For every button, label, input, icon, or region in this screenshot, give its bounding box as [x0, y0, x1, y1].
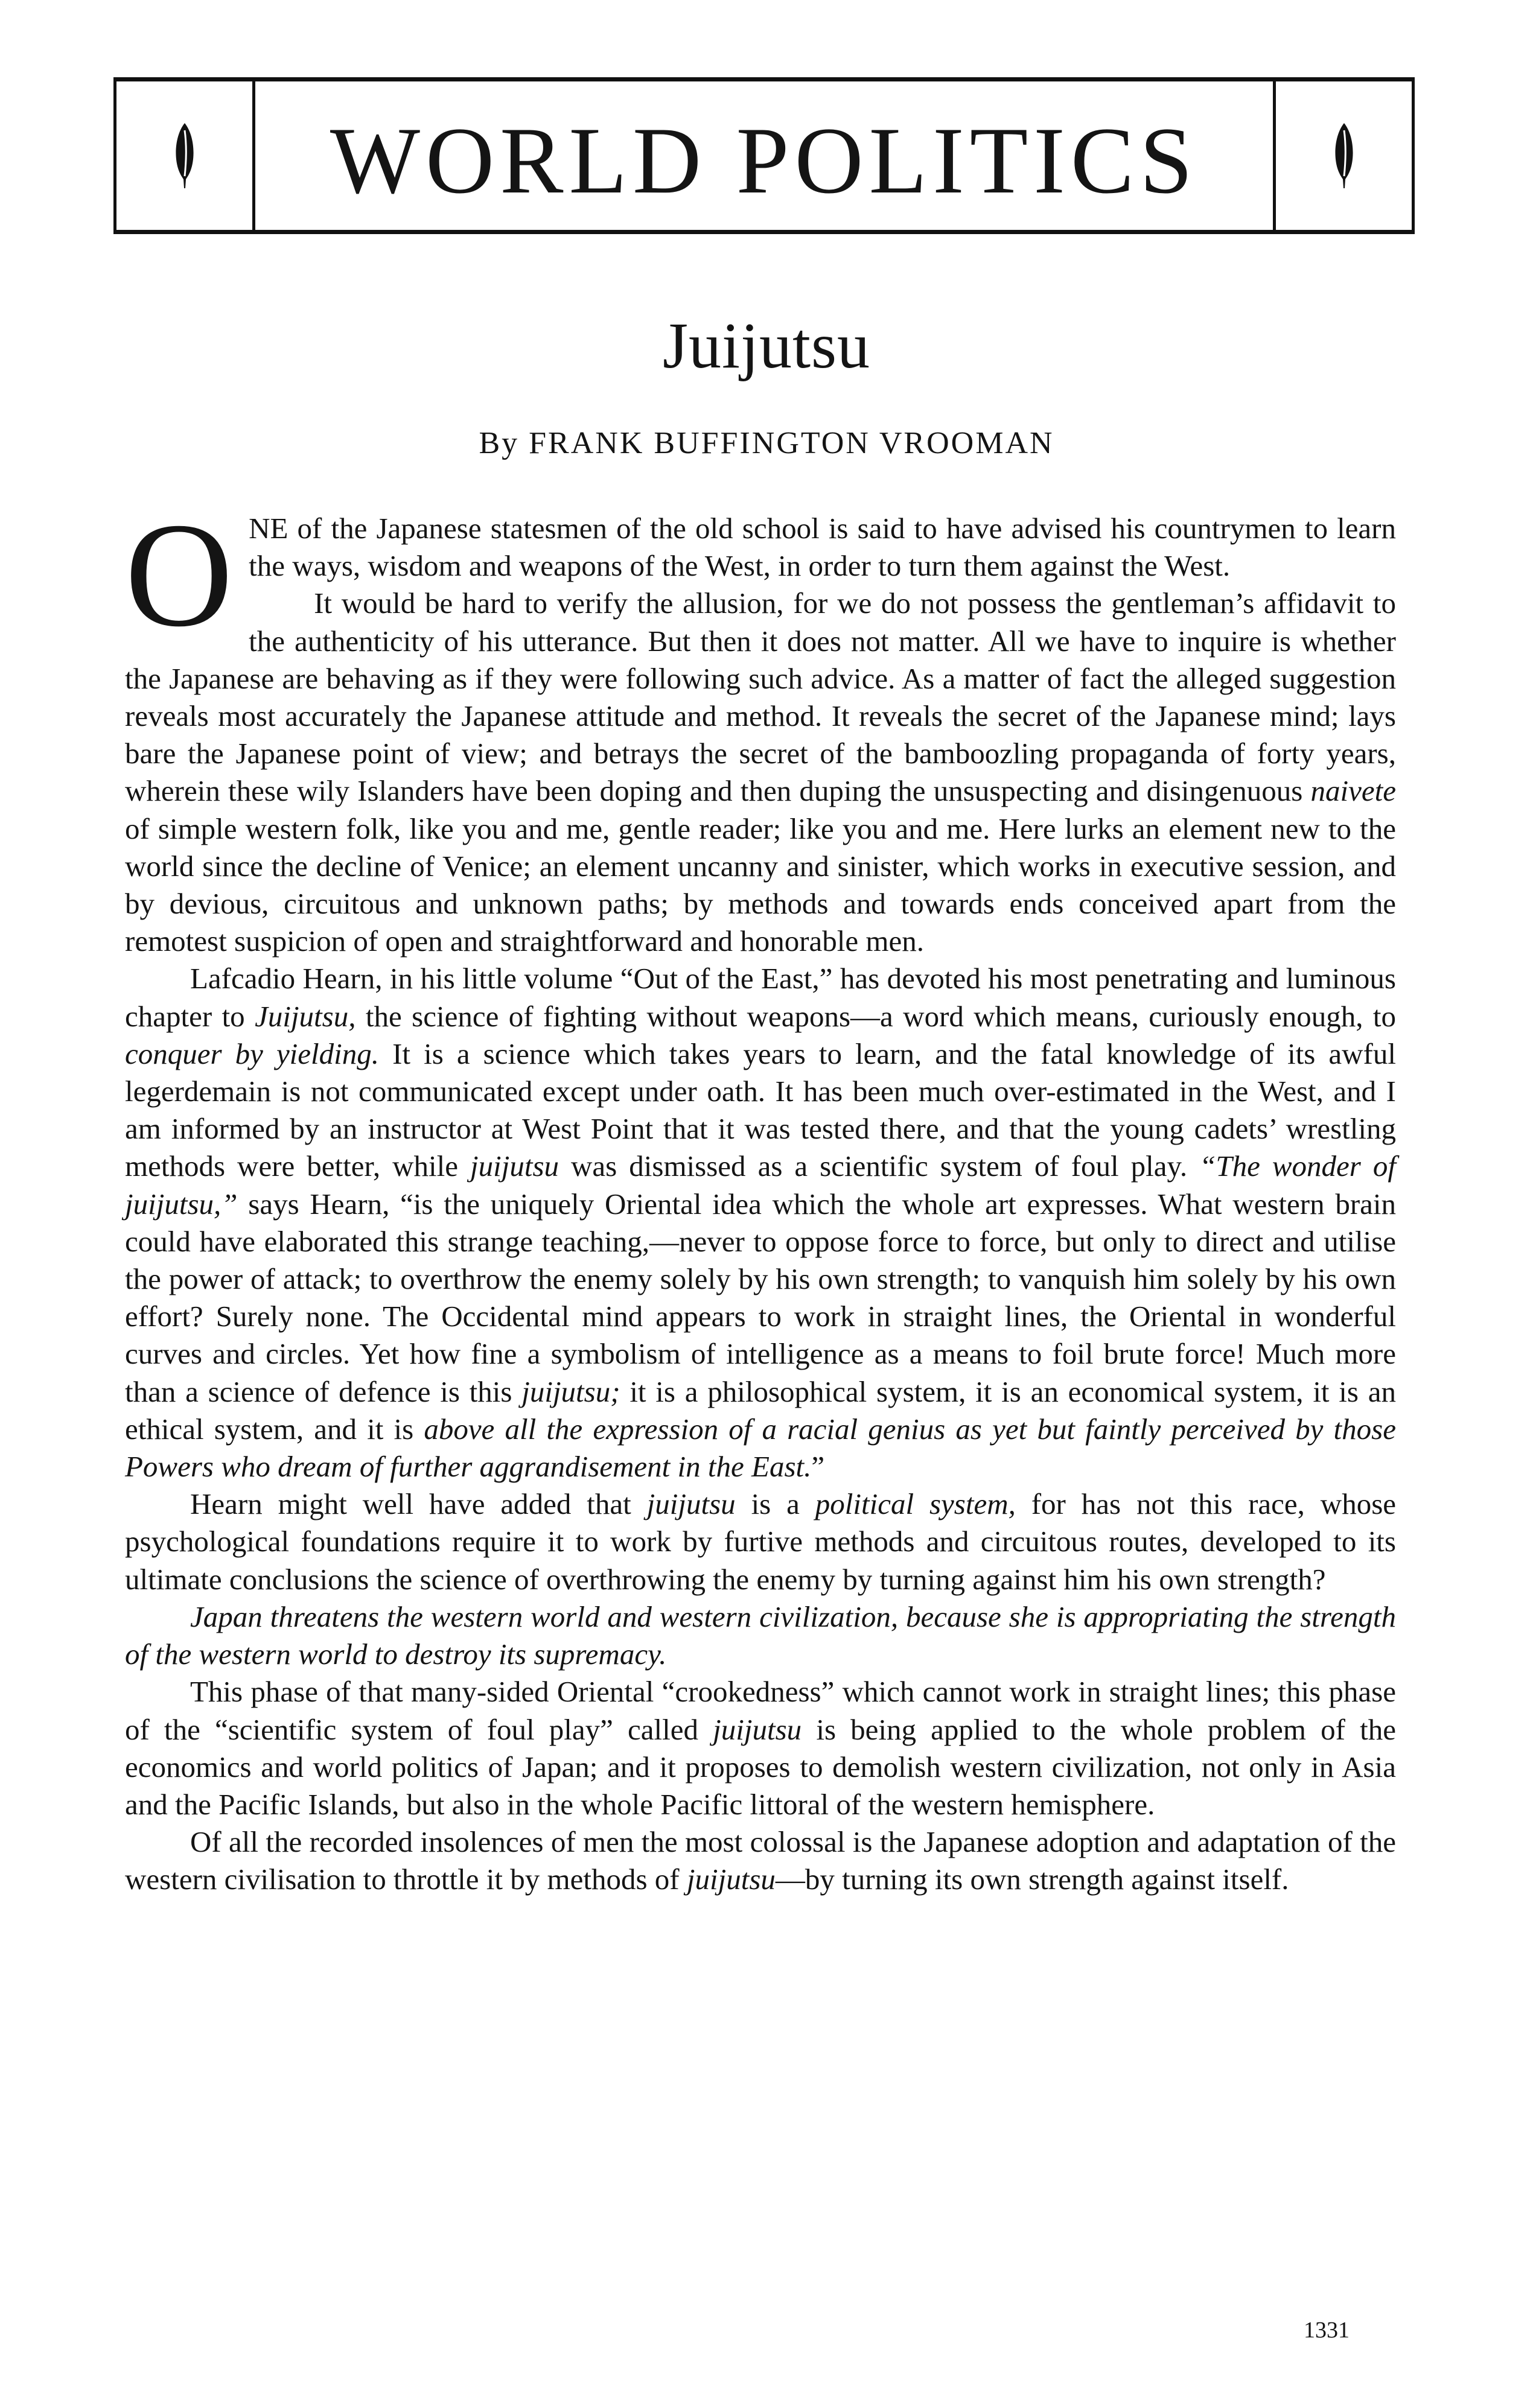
italic-text: naivete [1310, 774, 1396, 808]
article-paragraph [125, 1485, 1396, 1598]
section-banner [113, 77, 1415, 234]
article-title: Juijutsu [662, 310, 871, 382]
italic-text: juijutsu [713, 1712, 802, 1746]
text-run: ” [811, 1450, 825, 1484]
italic-text: Japan threatens the western world and western civilization, because she is appropriating the strength of the western world to destroy its supremacy. [125, 1600, 1396, 1671]
text-run: is being applied to the whole problem of the economics and world politics of Japan; and it proposes to demolish western civilization, not only in Asia and the Pacific Islands, but also in the whole Pacific littoral of the western hemisphere. [125, 1712, 1396, 1821]
text-run: was dismissed as a scientific system of foul play. [559, 1149, 1200, 1183]
page-number: 1331 [1304, 2317, 1350, 2343]
italic-text: “The wonder of juijutsu,” [125, 1149, 1396, 1221]
text-run: It is a science which takes years to learn, and the fatal knowledge of its awful legerdemain is not communicated except under oath. It has been much over-estimated in the West, and I am informed by an instructor at West Point that it was tested there, and that the young cadets’ wrestling methods were better, while [125, 1037, 1396, 1183]
drop-cap: O [125, 492, 234, 658]
article-paragraph [125, 585, 1396, 960]
text-run: This phase of that many-sided Oriental “crookedness” which cannot work in straight lines; this phase of the “scientific system of foul play” called [125, 1675, 1396, 1746]
text-run: Of all the recorded insolences of men the most colossal is the Japanese adoption and adaptation of the western civilisation to throttle it by methods of [125, 1825, 1396, 1896]
text-run: for has not this race, whose psychological foundations require it to work by furtive methods and circuitous routes, developed to its ultimate conclusions the science of overthrowing the enemy by turning against him his own strength? [125, 1487, 1397, 1596]
text-run: Hearn might well have added that [190, 1487, 647, 1521]
text-run: It would be hard to verify the allusion, for we do not possess the gentleman’s affidavit to the authenticity of his utterance. But then it does not matter. All we have to inquire is whether the Japanese are behaving as if they were following such advice. As a matter of fact the alleged suggestion reveals most accurately the Japanese attitude and method. It reveals the secret of the Japanese mind; lays bare the Japanese point of view; and betrays the secret of the bamboozling propaganda of forty years, wherein these wily Islanders have been doping and then duping the unsuspecting and disingenuous [125, 586, 1396, 808]
text-run: NE of the Japanese statesmen of the old school is said to have advised his countrymen to learn the ways, wisdom and weapons of the West, in order to turn them against the West. [249, 512, 1396, 583]
leaf-ornament-icon [1332, 122, 1356, 189]
italic-text: juijutsu [686, 1863, 776, 1896]
text-run: is a [735, 1487, 815, 1521]
article-paragraph [125, 960, 1396, 1485]
article-body [125, 492, 1397, 1899]
italic-text: political system, [815, 1487, 1016, 1521]
text-run: it is a philosophical system, it is an economical system, it is an ethical system, and it is [125, 1374, 1396, 1446]
italic-text: juijutsu; [521, 1374, 620, 1408]
article-paragraph [125, 1598, 1396, 1673]
section-title: WORLD POLITICS [330, 108, 1199, 214]
text-run: the science of fighting without weapons—a word which means, curiously enough, to [355, 999, 1396, 1033]
banner-left-cell [116, 81, 255, 230]
article-paragraph [125, 492, 1396, 658]
banner-right-cell [1273, 81, 1412, 230]
text-run: Lafcadio Hearn, in his little volume “Out of the East,” has devoted his most penetrating and luminous chapter to [125, 962, 1396, 1033]
italic-text: juijutsu [646, 1487, 736, 1521]
article-paragraph [125, 1823, 1396, 1898]
italic-text: above all the expression of a racial genius as yet but faintly perceived by those Powers who dream of further aggrandisement in the East. [125, 1412, 1396, 1484]
italic-text: Juijutsu, [255, 999, 356, 1033]
leaf-ornament-icon [173, 122, 197, 189]
italic-text: juijutsu [470, 1149, 559, 1183]
text-run: of simple western folk, like you and me, gentle reader; like you and me. Here lurks an element new to the world since the decline of Venice; an element uncanny and sinister, which works in executive session, and by devious, circuitous and unknown paths; by methods and towards ends conceived apart from the remotest suspicion of open and straightforward and honorable men. [125, 812, 1396, 958]
text-run: says Hearn, “is the uniquely Oriental idea which the whole art expresses. What western brain could have elaborated this strange teaching,—never to oppose force to force, but only to direct and utilise the power of attack; to overthrow the enemy solely by his own strength; to vanquish him solely by his own effort? Surely none. The Occidental mind appears to work in straight lines, the Oriental in wonderful curves and circles. Yet how fine a symbolism of intelligence as a means to foil brute force! Much more than a science of defence is this [125, 1187, 1396, 1408]
text-run: —by turning its own strength against itself. [775, 1863, 1289, 1896]
byline: By FRANK BUFFINGTON VROOMAN [479, 426, 1054, 460]
italic-text: conquer by yielding. [125, 1037, 380, 1070]
article-paragraph [125, 1673, 1396, 1823]
